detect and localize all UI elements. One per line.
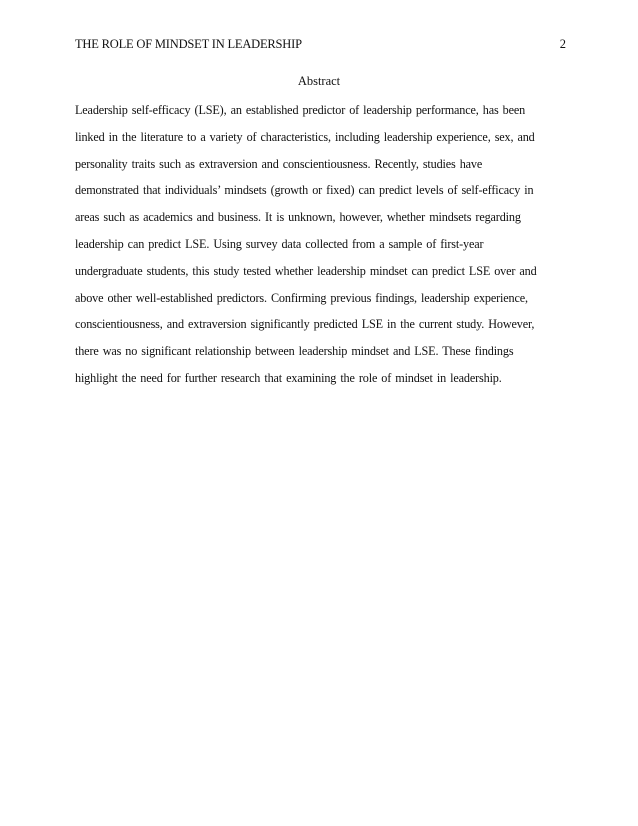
abstract-line: demonstrated that individuals’ mindsets (growth or fixed) can predict levels of self-efficacy in (75, 183, 534, 198)
abstract-line: above other well-established predictors. Confirming previous findings, leadership experience, (75, 290, 528, 305)
abstract-line: undergraduate students, this study tested whether leadership mindset can predict LSE over and (75, 263, 537, 278)
abstract-line: linked in the literature to a variety of characteristics, including leadership experience, sex, and (75, 129, 535, 144)
abstract-line: there was no significant relationship between leadership mindset and LSE. These findings (75, 344, 514, 359)
running-head: THE ROLE OF MINDSET IN LEADERSHIP (75, 37, 302, 51)
abstract-line: areas such as academics and business. It is unknown, however, whether mindsets regarding (75, 210, 521, 225)
abstract-line: personality traits such as extraversion and conscientiousness. Recently, studies have (75, 156, 483, 171)
abstract-body (75, 97, 555, 392)
abstract-line: highlight the need for further research that examining the role of mindset in leadership. (75, 370, 502, 385)
page-number: 2 (559, 37, 566, 51)
abstract-line: leadership can predict LSE. Using survey data collected from a sample of first-year (75, 236, 484, 251)
abstract-line: conscientiousness, and extraversion significantly predicted LSE in the current study. However, (75, 317, 535, 332)
abstract-line: Leadership self-efficacy (LSE), an established predictor of leadership performance, has been (75, 103, 526, 117)
abstract-heading: Abstract (297, 74, 341, 88)
